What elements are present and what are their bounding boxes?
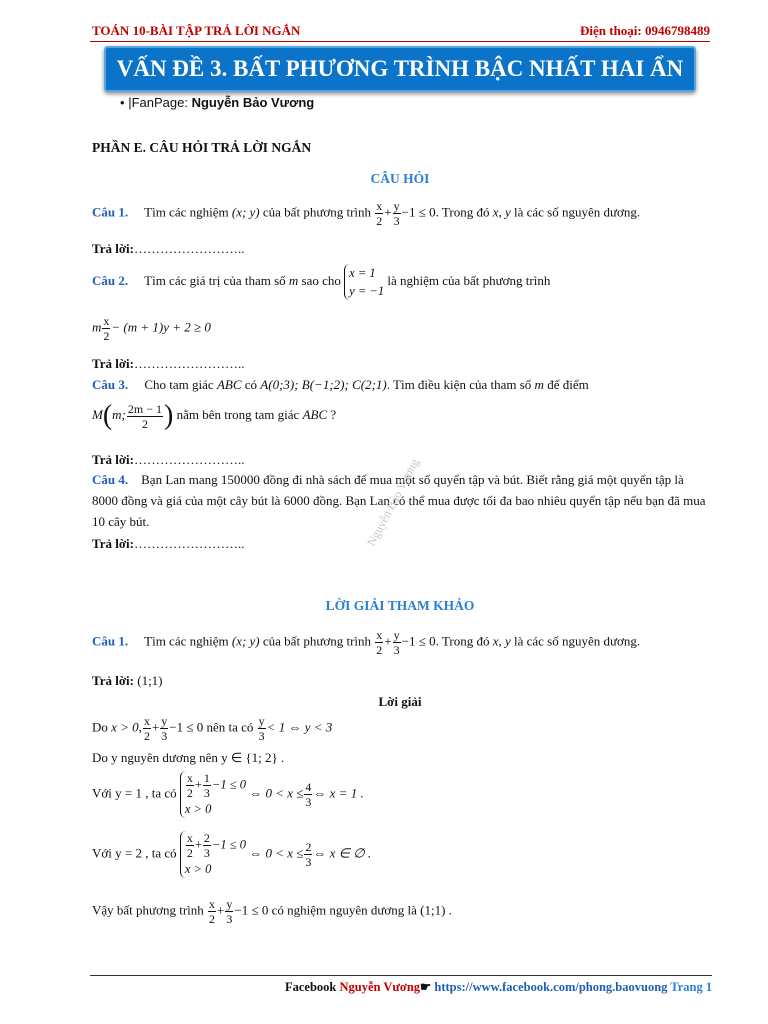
q1-label: Câu 1. [92,204,129,220]
solution-heading: Lời giải [378,694,422,709]
question-2: Câu 2. Tìm các giá trị của tham số m sao cho x = 1 y = −1 là nghiệm của bất phương trình [92,266,551,298]
section-title: PHẦN E. CÂU HỎI TRẢ LỜI NGẮN [92,140,312,155]
answer-line-2: Trả lời:…………………….. [92,356,245,371]
watermark: Nguyễn Bảo Vương [364,456,422,549]
q1-text: Tìm các nghiệm [144,204,229,220]
solution-line-2: Do y nguyên dương nên y ∈ {1; 2} . [92,750,285,765]
footer-divider [90,975,712,976]
frac-y-3: $\frac{y}{3}$ [393,199,400,228]
footer: Facebook Nguyễn Vương☛ https://www.facebook.com/phong.baovuong Trang 1 [285,980,713,994]
header-left [92,23,300,39]
q2-inequality: m $\frac{x}{2}$ − (m + 1)y + 2 ≥ 0 [92,314,211,343]
solution-line-1: Do x > 0, $\frac{x}{2}$ + $\frac{y}{3}$ −1 ≤ 0 nên ta có $\frac{y}{3}$ < 1 ⇔ y < 3 [92,714,333,743]
fanpage-label: |FanPage: [128,95,192,110]
questions-title: CÂU HỎI [370,171,430,186]
q1-text-c: . Trong đó [435,204,490,220]
fanpage-line [120,95,314,110]
solution-line-3: Với y = 1 , ta có $\frac{x}{2}$ + $\frac{1}{3}$ −1 ≤ 0 x > 0 ⇔ 0 < x ≤ $\frac{4}{3}$ ⇔ x = 1 . [92,771,364,816]
question-3: Câu 3. Cho tam giác ABC có A(0;3); B(−1;2); C(2;1). Tìm điều kiện của tham số m để điểm [92,377,589,392]
solutions-title: LỜI GIẢI THAM KHẢO [325,598,475,613]
page-number: Trang 1 [667,980,713,994]
header-topic: BÀI TẬP TRẢ LỜI NGẮN [149,23,301,38]
question-4: Câu 4. Bạn Lan mang 150000 đồng đi nhà sách để mua một số quyển tập và bút. Biết rằng giá một quyển tập là 8000 đồng và giá của một cây bút là 6000 đồng. Bạn Lan có thể mua được tối đa bao nhiêu quyển tập nếu bạn đã mua 10 cây bút. [92,472,706,529]
frac-x-2: $\frac{x}{2}$ [376,199,383,228]
solution-line-4: Với y = 2 , ta có $\frac{x}{2}$ + $\frac{2}{3}$ −1 ≤ 0 x > 0 ⇔ 0 < x ≤ $\frac{2}{3}$ ⇔ x ∈ ∅ . [92,831,372,876]
header-phone: Điện thoại: 0946798489 [580,23,710,38]
footer-link[interactable]: https://www.facebook.com/phong.baovuong [434,980,668,994]
q1-text-b: của bất phương trình [262,204,372,220]
q1-xy: x, y [492,204,511,220]
q1-text-d: là các số nguyên dương. [513,204,641,220]
bullet: • [120,95,125,110]
answer-line-4: Trả lời:…………………….. [92,536,245,551]
q3-label: Câu 3. [92,377,129,392]
q3-point-m: M(m; $\frac{2m - 1}{2}$ ) nằm bên trong tam giác ABC ? [92,400,337,431]
q4-label: Câu 4. [92,472,129,487]
footer-author: Nguyễn Vương [339,980,421,994]
q2-system: x = 1 y = −1 [344,264,384,300]
question-1: Câu 1. Tìm các nghiệm (x; y) của bất phương trình $\frac{x}{2}$ + $\frac{y}{3}$ −1 ≤ 0. Trong đó x, y là các số nguyên dương. [92,199,641,228]
hand-icon: ☛ [420,980,435,994]
solution-1-question: Câu 1. Tìm các nghiệm (x; y) của bất phương trình $\frac{x}{2}$ + $\frac{y}{3}$ −1 ≤ 0. Trong đó x, y là các số nguyên dương. [92,628,641,657]
answer-line-1: Trả lời:…………………….. [92,241,245,256]
q2-label: Câu 2. [92,272,129,288]
solution-1-answer: Trả lời: (1;1) [92,673,163,688]
page-title-banner: VẤN ĐỀ 3. BẤT PHƯƠNG TRÌNH BẬC NHẤT HAI ẨN [104,46,696,92]
q1-vars: (x; y) [231,204,260,220]
solution-line-5: Vậy bất phương trình $\frac{x}{2}$ + $\frac{y}{3}$ −1 ≤ 0 có nghiệm nguyên dương là (1;1) . [92,897,452,926]
answer-line-3: Trả lời:…………………….. [92,452,245,467]
header-divider [90,41,710,42]
fanpage-name: Nguyễn Bảo Vương [191,95,315,110]
header-prefix: TOÁN 10- [92,23,150,38]
q1-ineq: −1 ≤ 0 [401,204,436,220]
